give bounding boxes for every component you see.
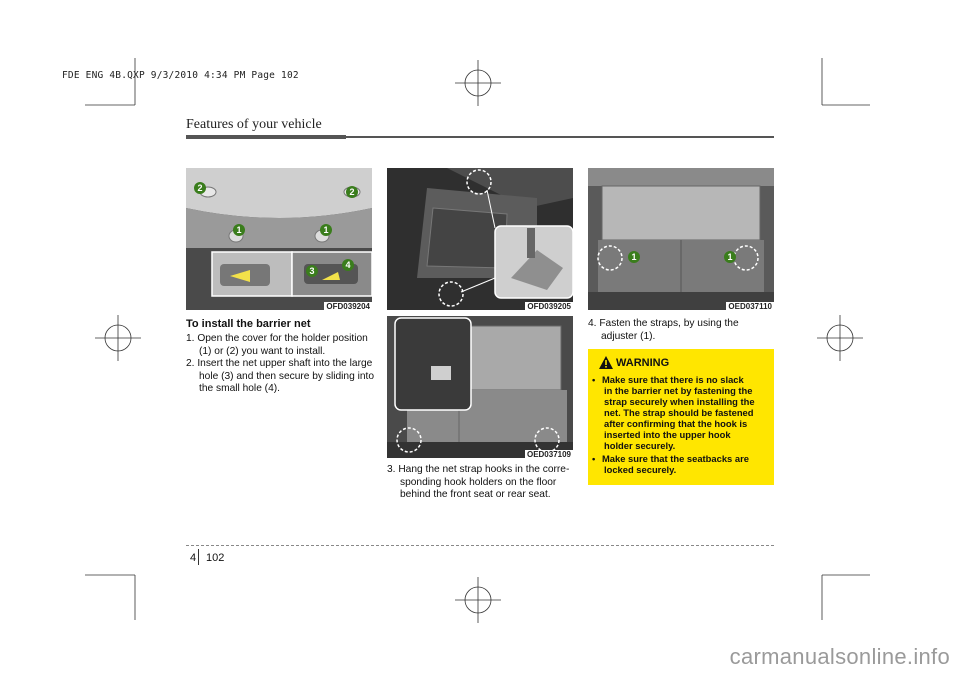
callout-1-right: 1 bbox=[724, 251, 736, 263]
print-header: FDE ENG 4B.QXP 9/3/2010 4:34 PM Page 102 bbox=[62, 70, 299, 81]
footer-rule bbox=[186, 545, 774, 546]
header-rule bbox=[186, 135, 346, 139]
figure-headliner-holders bbox=[186, 168, 372, 310]
step-2-line: the small hole (4). bbox=[199, 383, 280, 394]
warning-line: inserted into the upper hook bbox=[604, 429, 731, 440]
warning-title: WARNING bbox=[616, 357, 670, 369]
warning-item bbox=[592, 453, 770, 475]
figure-code: OED037110 bbox=[728, 302, 772, 310]
figure-cargo-floor-holders bbox=[387, 168, 573, 310]
step-4-line: adjuster (1). bbox=[601, 330, 656, 342]
figure-net-straps bbox=[588, 168, 774, 310]
callout-2-left: 2 bbox=[194, 182, 206, 194]
callout-1-left: 1 bbox=[233, 224, 245, 236]
warning-triangle-icon bbox=[598, 355, 614, 370]
warning-line: net. The strap should be fastened bbox=[604, 407, 754, 418]
figure-net-installed bbox=[387, 316, 573, 458]
step-2-line: 2. Insert the net upper shaft into the large bbox=[186, 358, 373, 369]
figure-code: OED037109 bbox=[526, 450, 571, 458]
warning-line: Make sure that there is no slack bbox=[602, 374, 744, 385]
warning-line: in the barrier net by fastening the bbox=[604, 385, 753, 396]
step-2-line: hole (3) and then secure by sliding into bbox=[199, 370, 374, 382]
bullet: • bbox=[592, 374, 596, 385]
header-rule-thin bbox=[346, 136, 774, 138]
bullet: • bbox=[592, 453, 596, 464]
warning-box bbox=[588, 349, 774, 485]
step-4-line: 4. Fasten the straps, by using the bbox=[588, 318, 739, 329]
step-1-line: (1) or (2) you want to install. bbox=[199, 345, 326, 357]
figure-code: OFD039204 bbox=[326, 302, 370, 311]
step-3-line: sponding hook holders on the floor bbox=[400, 476, 557, 488]
step-3-line: behind the front seat or rear seat. bbox=[400, 489, 551, 500]
figure-code: OFD039205 bbox=[527, 302, 571, 310]
callout-3: 3 bbox=[306, 265, 318, 277]
step-1-line: 1. Open the cover for the holder position bbox=[186, 333, 368, 344]
step-3-line: 3. Hang the net strap hooks in the corre- bbox=[387, 464, 570, 475]
warning-line: holder securely. bbox=[604, 440, 676, 451]
footer-divider bbox=[198, 549, 199, 565]
step-4 bbox=[588, 318, 739, 343]
install-heading: To install the barrier net bbox=[186, 318, 311, 330]
warning-line: strap securely when installing the bbox=[604, 396, 755, 407]
step-3 bbox=[387, 464, 569, 502]
chapter-number: 4 bbox=[190, 552, 197, 564]
callout-4: 4 bbox=[342, 259, 354, 271]
step-2 bbox=[186, 358, 374, 396]
section-title: Features of your vehicle bbox=[186, 117, 322, 132]
watermark: carmanualsonline.info bbox=[729, 644, 950, 669]
callout-1-left: 1 bbox=[628, 251, 640, 263]
warning-line: Make sure that the seatbacks are bbox=[602, 453, 749, 464]
warning-item bbox=[592, 374, 770, 451]
callout-1-right: 1 bbox=[320, 224, 332, 236]
fig1-caption-wrap bbox=[186, 302, 372, 311]
warning-line: locked securely. bbox=[604, 464, 677, 475]
step-1 bbox=[186, 333, 368, 358]
page-number: 102 bbox=[206, 552, 225, 564]
callout-2-right: 2 bbox=[346, 186, 358, 198]
warning-line: after confirming that the hook is bbox=[604, 418, 748, 429]
